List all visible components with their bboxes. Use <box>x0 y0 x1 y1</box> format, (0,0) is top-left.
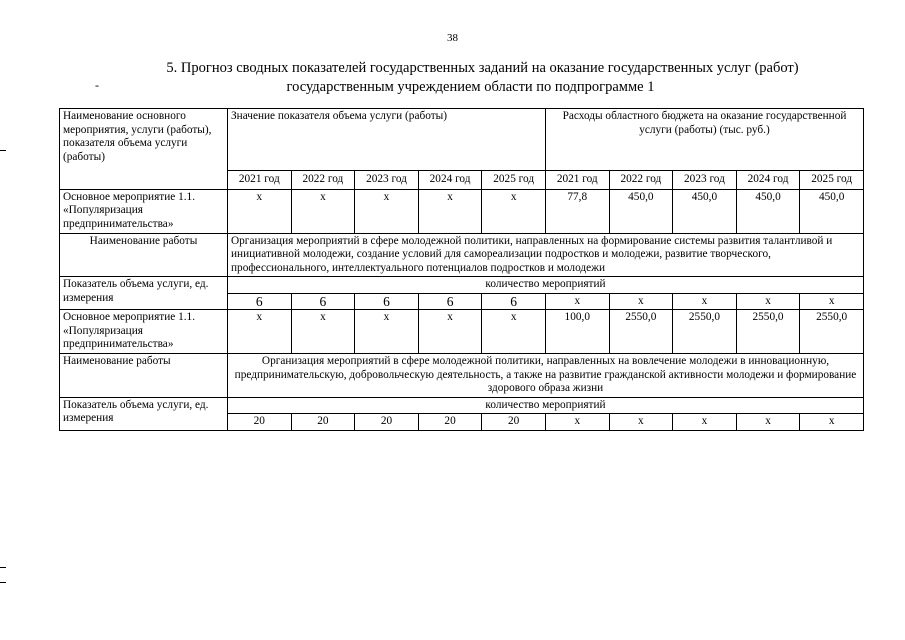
forecast-table <box>59 108 864 431</box>
value-cell: х <box>673 293 737 310</box>
value-cell: х <box>800 414 864 431</box>
value-cell: 20 <box>355 414 419 431</box>
value-cell: 2550,0 <box>800 310 864 354</box>
table-row <box>60 310 864 354</box>
value-cell: х <box>482 189 546 233</box>
value-cell: 20 <box>228 414 292 431</box>
value-cell: х <box>291 310 355 354</box>
header-volume-cell: Значение показателя объема услуги (работы) <box>228 109 546 171</box>
table-row <box>60 354 864 398</box>
value-cell: х <box>736 293 800 310</box>
value-cell: х <box>609 293 673 310</box>
value-cell: 450,0 <box>673 189 737 233</box>
year-cell: 2022 год <box>609 171 673 190</box>
year-cell: 2023 год <box>355 171 419 190</box>
table-row <box>60 397 864 414</box>
year-cell: 2025 год <box>482 171 546 190</box>
title-line-1: 5. Прогноз сводных показателей государственных заданий на оказание государственных услуг (работ) <box>166 60 799 76</box>
year-cell: 2023 год <box>673 171 737 190</box>
unit-cell: количество мероприятий <box>228 397 864 414</box>
value-cell: 20 <box>482 414 546 431</box>
value-cell: х <box>418 189 482 233</box>
work-text: Организация мероприятий в сфере молодежной политики, направленных на вовлечение молодежи в инновационную, предпринимательскую, добровольческую деятельность, а также на развитие гражданской активности молодежи и формирование здорового образа жизни <box>228 354 864 398</box>
value-cell: 2550,0 <box>609 310 673 354</box>
value-cell: х <box>736 414 800 431</box>
value-cell: 450,0 <box>800 189 864 233</box>
value-cell: 6 <box>355 293 419 310</box>
unit-cell: количество мероприятий <box>228 277 864 294</box>
value-cell: 450,0 <box>736 189 800 233</box>
value-cell: 6 <box>291 293 355 310</box>
table-row <box>60 189 864 233</box>
value-cell: 2550,0 <box>673 310 737 354</box>
value-cell: х <box>228 310 292 354</box>
value-cell: х <box>355 189 419 233</box>
year-cell: 2025 год <box>800 171 864 190</box>
year-cell: 2021 год <box>545 171 609 190</box>
value-cell: 6 <box>228 293 292 310</box>
header-name-cell: Наименование основного мероприятия, услуги (работы), показателя объема услуги (работы) <box>60 109 228 190</box>
value-cell: х <box>418 310 482 354</box>
title-line-2: государственным учреждением области по подпрограмме 1 <box>286 79 655 95</box>
table-row <box>60 277 864 294</box>
value-cell: 6 <box>482 293 546 310</box>
year-cell: 2024 год <box>418 171 482 190</box>
value-cell: х <box>355 310 419 354</box>
value-cell: х <box>673 414 737 431</box>
year-cell: 2022 год <box>291 171 355 190</box>
event-label: Основное мероприятие 1.1. «Популяризация предпринимательства» <box>60 310 228 354</box>
value-cell: х <box>291 189 355 233</box>
work-label: Наименование работы <box>60 354 228 398</box>
value-cell: 2550,0 <box>736 310 800 354</box>
value-cell: 77,8 <box>545 189 609 233</box>
value-cell: 450,0 <box>609 189 673 233</box>
margin-mark <box>0 582 6 583</box>
event-label: Основное мероприятие 1.1. «Популяризация предпринимательства» <box>60 189 228 233</box>
value-cell: х <box>545 414 609 431</box>
value-cell: х <box>609 414 673 431</box>
title-dash: - <box>95 78 99 92</box>
value-cell: х <box>545 293 609 310</box>
value-cell: х <box>482 310 546 354</box>
page-number: 38 <box>447 32 458 44</box>
year-cell: 2021 год <box>228 171 292 190</box>
section-title <box>0 59 905 97</box>
margin-mark <box>0 150 6 151</box>
table-header-row <box>60 109 864 171</box>
table-row <box>60 233 864 277</box>
header-expenses-cell: Расходы областного бюджета на оказание государственной услуги (работы) (тыс. руб.) <box>545 109 863 171</box>
work-label: Наименование работы <box>60 233 228 277</box>
value-cell: 20 <box>291 414 355 431</box>
margin-mark <box>0 567 6 568</box>
value-cell: 100,0 <box>545 310 609 354</box>
value-cell: х <box>228 189 292 233</box>
value-cell: 20 <box>418 414 482 431</box>
indicator-label: Показатель объема услуги, ед. измерения <box>60 277 228 310</box>
year-cell: 2024 год <box>736 171 800 190</box>
value-cell: х <box>800 293 864 310</box>
indicator-label: Показатель объема услуги, ед. измерения <box>60 397 228 430</box>
work-text: Организация мероприятий в сфере молодежной политики, направленных на формирование системы развития талантливой и инициативной молодежи, создание условий для самореализации подростков и молодежи, развитие творческого, профессионального, интеллектуального потенциалов подростков и молодежи <box>228 233 864 277</box>
value-cell: 6 <box>418 293 482 310</box>
